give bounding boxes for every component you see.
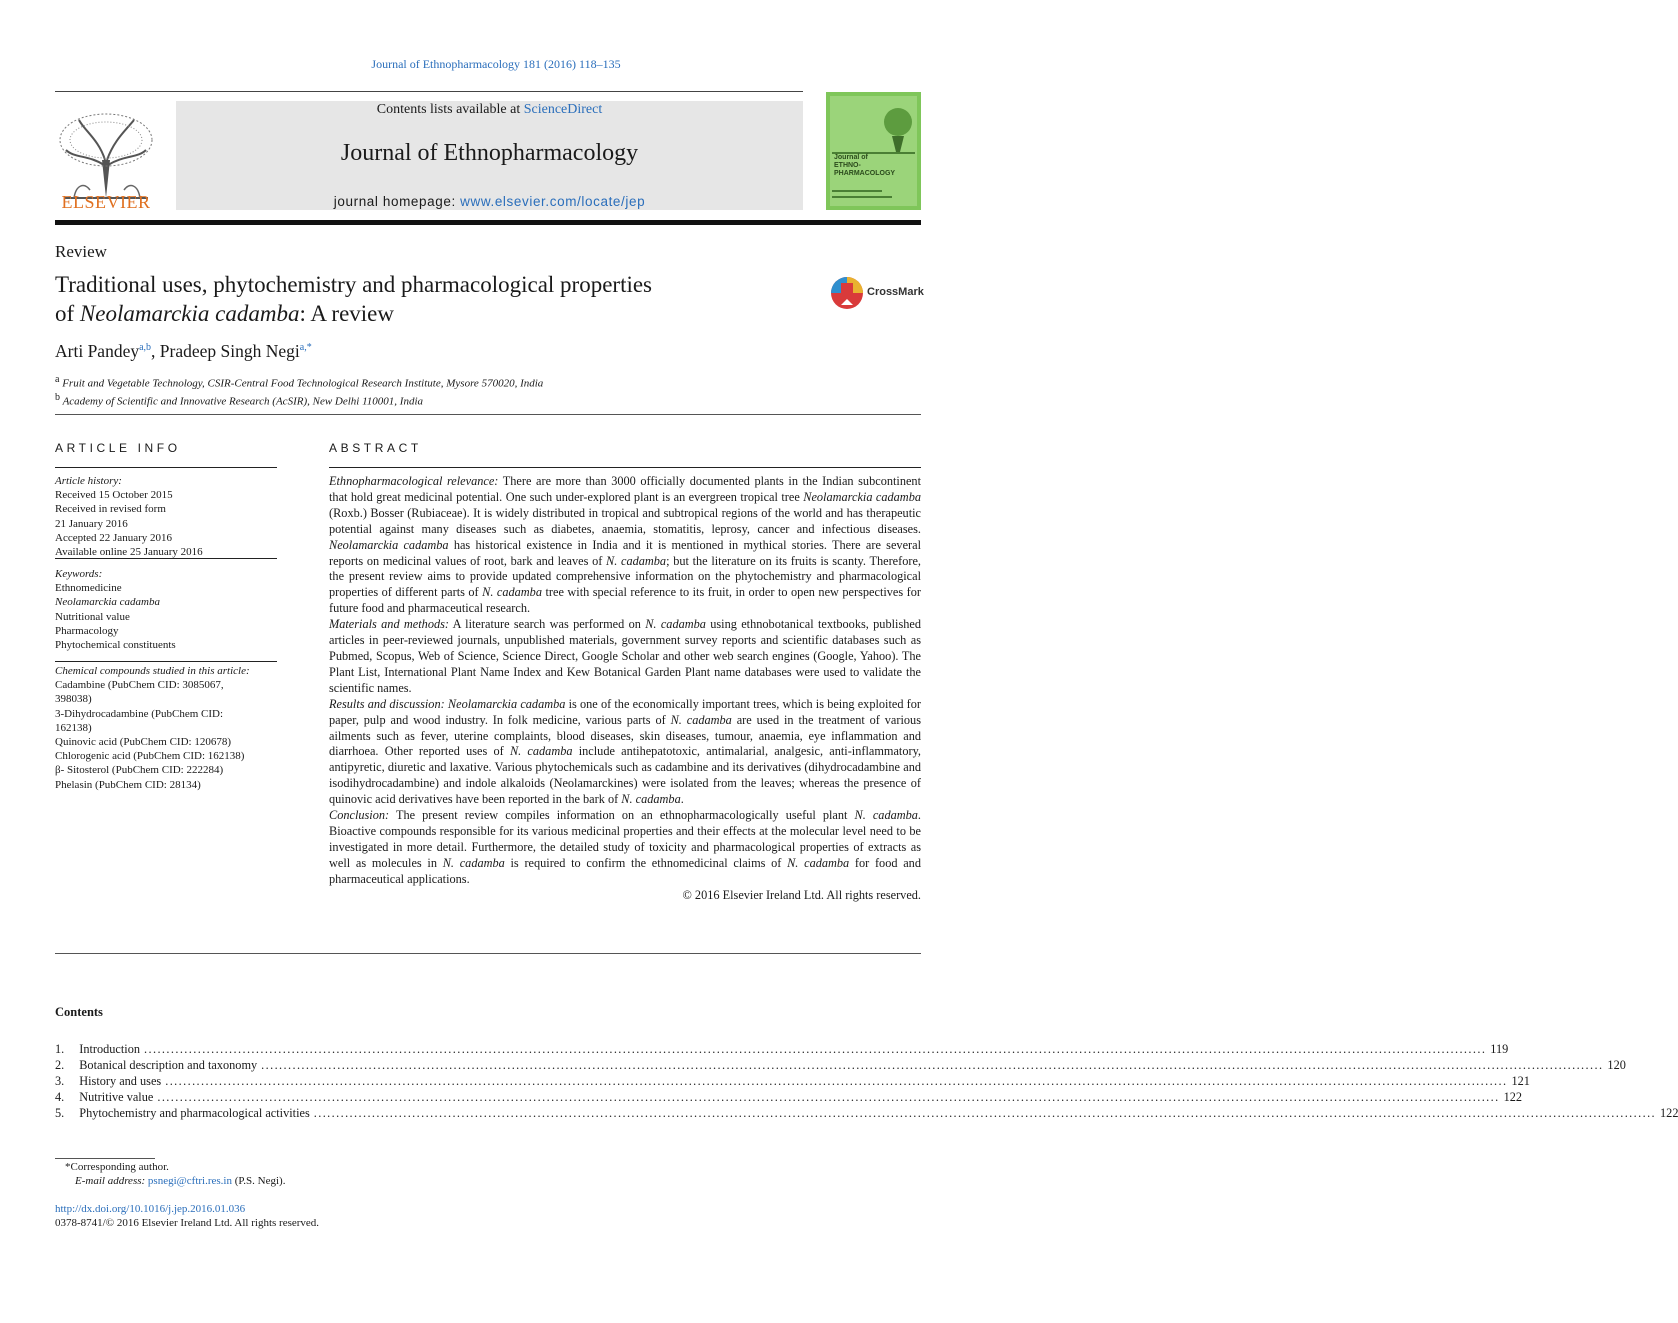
header-thick-rule <box>55 220 921 225</box>
keyword: Ethnomedicine <box>55 582 122 595</box>
abstract-text: The present review compiles information on an ethnopharmacologically useful plant <box>389 808 855 823</box>
species-name: N. cadamba <box>621 792 681 807</box>
article-title <box>55 270 795 328</box>
compounds-label: Chemical compounds studied in this article: <box>55 665 250 677</box>
toc-item[interactable] <box>55 1057 1626 1073</box>
keyword: Nutritional value <box>55 610 130 623</box>
footnote-mark: * <box>65 1161 71 1173</box>
doi-link[interactable]: http://dx.doi.org/10.1016/j.jep.2016.01.036 <box>55 1203 246 1215</box>
history-item: Accepted 22 January 2016 <box>55 531 172 544</box>
issn-copyright: 0378-8741/© 2016 Elsevier Ireland Ltd. All rights reserved. <box>55 1217 320 1229</box>
crossmark-label: CrossMark <box>867 286 924 298</box>
contents-available <box>176 102 803 118</box>
abstract-label: Materials and methods: <box>329 617 449 632</box>
abstract-label: Conclusion: <box>329 808 390 823</box>
abstract-text: ; but the literature on its fruits is scanty. Therefore, the present review aims to provide updated comprehensive information on the phytochemistry and pharmacological properties of different parts of <box>329 553 921 600</box>
abstract-methods <box>329 617 921 697</box>
email-link[interactable]: psnegi@cftri.res.in <box>147 1175 232 1187</box>
info-rule <box>55 467 277 468</box>
author-separator: , <box>151 341 160 361</box>
abstract-conclusion <box>329 808 921 888</box>
journal-title: Journal of Ethnopharmacology <box>340 140 639 166</box>
journal-cover-image <box>826 92 921 210</box>
toc-leader: ............................................................................................................................................................................................................................................................................................................ <box>165 1074 1508 1088</box>
crossmark-icon <box>829 275 865 311</box>
abstract-label: Results and discussion: <box>329 696 445 711</box>
keywords <box>55 567 277 652</box>
toc-title: Introduction <box>79 1042 141 1056</box>
contents-prefix: Contents lists available at <box>376 102 524 117</box>
toc-page: 121 <box>1511 1074 1530 1088</box>
compound: Chlorogenic acid (PubChem CID: 162138) <box>55 750 245 763</box>
abstract-rule <box>329 467 921 468</box>
history-item: Available online 25 January 2016 <box>55 546 203 559</box>
abstract-text: There are more than 3000 officially documented plants in the Indian subcontinent that hold great medicinal potential. One such under-explored plant is an evergreen tropical tree <box>329 474 921 504</box>
species-name: N. cadamba <box>854 808 918 823</box>
keywords-label: Keywords: <box>55 568 103 580</box>
table-of-contents <box>55 1041 1678 1121</box>
journal-citation[interactable]: Journal of Ethnopharmacology 181 (2016) 118–135 <box>371 57 621 71</box>
abstract-text: for food and pharmaceutical applications. <box>329 855 921 886</box>
abstract-text: . Bioactive compounds responsible for its various medicinal properties and their effects at the molecular level need to be investigated in more detail. Furthermore, the detailed study of toxicity and pharmacological properties of extracts as well as molecules in <box>329 808 921 870</box>
abstract-text: using ethnobotanical textbooks, published articles in peer-reviewed journals, unpublished materials, government survey reports and scientific databases such as Pubmed, Scopus, Web of Science, Science Direct, Google Scholar and other web search engines (Google, Yahoo). The Plant List, International Plant Name Index and Kew Botanical Garden Plant name databases were used to validate the scientific names. <box>329 617 921 695</box>
toc-number: 4. <box>55 1090 65 1104</box>
keyword: Neolamarckia cadamba <box>55 596 160 609</box>
toc-title: History and uses <box>79 1074 162 1088</box>
cover-text-line: PHARMACOLOGY <box>834 170 896 177</box>
article-type: Review <box>55 242 107 261</box>
copyright: © 2016 Elsevier Ireland Ltd. All rights reserved. <box>682 887 921 902</box>
species-name: Neolamarckia cadamba <box>803 489 921 504</box>
toc-page: 120 <box>1607 1058 1626 1072</box>
homepage-prefix: journal homepage: <box>333 194 461 209</box>
authors <box>55 341 312 362</box>
corresponding-author <box>55 1160 285 1174</box>
email-label: E-mail address: <box>75 1175 148 1187</box>
species-name: N. cadamba <box>787 855 850 870</box>
toc-number: 3. <box>55 1074 65 1088</box>
affiliations <box>55 373 543 408</box>
email-line <box>55 1174 285 1188</box>
abstract-text: . <box>680 792 684 807</box>
history-item: Received in revised form <box>55 503 166 516</box>
species-name: N. cadamba <box>509 744 573 759</box>
toc-page: 122 <box>1660 1106 1678 1120</box>
journal-homepage <box>176 194 803 209</box>
cover-art-icon <box>826 92 921 210</box>
doi-block <box>55 1202 319 1230</box>
toc-leader: ............................................................................................................................................................................................................................................................................................................ <box>157 1090 1500 1104</box>
publisher-name: ELSEVIER <box>61 192 151 212</box>
abstract-relevance <box>329 474 921 617</box>
history-item: Received 15 October 2015 <box>55 489 173 502</box>
abstract-label: Ethnopharmacological relevance: <box>329 474 499 488</box>
author-name: Pradeep Singh Negi <box>159 341 300 361</box>
affil-text: Fruit and Vegetable Technology, CSIR-Central Food Technological Research Institute, Mysore 570020, India <box>62 377 544 390</box>
article-info-heading: ARTICLE INFO <box>55 441 181 455</box>
species-name: N. cadamba <box>670 712 732 727</box>
title-line-1: Traditional uses, phytochemistry and pharmacological properties <box>55 272 653 297</box>
toc-item[interactable] <box>55 1041 1509 1057</box>
toc-item[interactable] <box>55 1073 1530 1089</box>
species-name: N. cadamba <box>482 585 542 600</box>
keyword: Pharmacology <box>55 624 119 637</box>
toc-item[interactable] <box>55 1089 1523 1105</box>
cover-text-line: ETHNO- <box>834 162 861 169</box>
affil-mark: b <box>55 391 60 403</box>
toc-page: 122 <box>1503 1090 1523 1104</box>
header-rule <box>55 91 803 92</box>
compound: 398038) <box>55 693 92 706</box>
history-item: 21 January 2016 <box>55 517 128 530</box>
toc-number: 2. <box>55 1058 65 1072</box>
section-rule <box>55 953 921 954</box>
homepage-link[interactable]: www.elsevier.com/locate/jep <box>460 194 646 209</box>
author-affil-mark[interactable]: a,* <box>299 342 312 354</box>
compound: Quinovic acid (PubChem CID: 120678) <box>55 736 231 749</box>
abstract-results <box>329 697 921 808</box>
abstract-text: A literature search was performed on <box>449 617 646 632</box>
abstract-text: is one of the economically important trees, which is being exploited for paper, pulp and wood industry. In folk medicine, various parts of <box>329 696 922 727</box>
footnote-rule <box>55 1158 155 1159</box>
toc-leader: ............................................................................................................................................................................................................................................................................................................ <box>261 1058 1604 1072</box>
sciencedirect-link[interactable]: ScienceDirect <box>523 102 603 117</box>
abstract-text: is required to confirm the ethnomedicinal claims of <box>504 855 788 870</box>
info-rule <box>55 558 277 559</box>
toc-number: 1. <box>55 1042 65 1056</box>
toc-page: 119 <box>1490 1042 1509 1056</box>
abstract-text: include antihepatotoxic, antimalarial, analgesic, anti-inflammatory, antipyretic, diuretic and laxative. Various phytochemicals such as cadambine and its derivatives (dihydrocadambine and isodihydrocadambine) and indole alkaloids (Neolamarckines) were isolated from the leaves; whereas the presence of quinovic acid derivatives have been reported in the bark of <box>329 744 921 807</box>
article-history <box>55 474 277 559</box>
author-affil-mark[interactable]: a,b <box>139 342 152 354</box>
toc-leader: ............................................................................................................................................................................................................................................................................................................ <box>313 1106 1657 1120</box>
species-name: N. cadamba <box>442 855 505 870</box>
species-name: N. cadamba <box>645 617 706 632</box>
toc-item[interactable] <box>55 1105 1678 1121</box>
compound: β- Sitosterol (PubChem CID: 222284) <box>55 764 224 777</box>
cover-text-line: Journal of <box>834 154 868 161</box>
abstract-body <box>329 474 921 903</box>
title-end: : A review <box>299 301 394 326</box>
keyword: Phytochemical constituents <box>55 639 176 652</box>
contents-heading: Contents <box>55 1005 103 1019</box>
title-species: Neolamarckia cadamba <box>79 301 300 326</box>
affiliation-b <box>55 391 543 409</box>
affil-mark: a <box>55 374 60 385</box>
email-suffix: (P.S. Negi). <box>231 1175 286 1187</box>
abstract-text: has historical existence in India and it is mentioned in mythical stories. There are several reports on medicinal values of root, bark and leaves of <box>329 537 921 568</box>
title-line-2 <box>55 299 795 328</box>
abstract-text: (Roxb.) Bosser (Rubiaceae). It is widely distributed in tropical and subtropical regions of the world and has therapeutic potential against many diseases such as diabetes, anaemia, stomatitis, leprosy, cancer and infectious diseases. <box>329 505 921 536</box>
affiliation-a <box>55 373 543 391</box>
toc-title: Phytochemistry and pharmacological activities <box>79 1106 310 1120</box>
chemical-compounds <box>55 664 277 792</box>
compound: Phelasin (PubChem CID: 28134) <box>55 778 201 791</box>
corresponding-text: Corresponding author. <box>70 1161 169 1173</box>
toc-title: Botanical description and taxonomy <box>79 1058 258 1072</box>
affil-text: Academy of Scientific and Innovative Research (AcSIR), New Delhi 110001, India <box>62 395 424 408</box>
species-name: N. cadamba <box>606 553 667 568</box>
species-name: Neolamarckia cadamba <box>329 537 449 552</box>
info-rule <box>55 661 277 662</box>
abstract-text: are used in the treatment of various ailments such as fever, uterine complaints, blood diseases, skin diseases, tumour, anaemia, eye inflammation and diarrhoea. Other reported uses of <box>329 712 921 759</box>
compound: 162138) <box>55 721 92 734</box>
toc-title: Nutritive value <box>79 1090 154 1104</box>
abstract-heading: ABSTRACT <box>329 441 422 455</box>
footnote <box>55 1160 285 1188</box>
compound: Cadambine (PubChem CID: 3085067, <box>55 679 224 692</box>
abstract-text: tree with special reference to its fruit, in order to open new perspectives for future food and pharmaceutical research. <box>329 585 922 616</box>
species-name: Neolamarckia cadamba <box>447 696 566 711</box>
section-rule <box>55 414 921 415</box>
history-label: Article history: <box>55 475 122 487</box>
author-name: Arti Pandey <box>55 341 140 361</box>
toc-leader: ............................................................................................................................................................................................................................................................................................................ <box>144 1042 1487 1056</box>
crossmark-badge[interactable] <box>829 275 924 311</box>
compound: 3-Dihydrocadambine (PubChem CID: <box>55 707 224 720</box>
toc-number: 5. <box>55 1106 65 1120</box>
title-of: of <box>55 301 80 326</box>
